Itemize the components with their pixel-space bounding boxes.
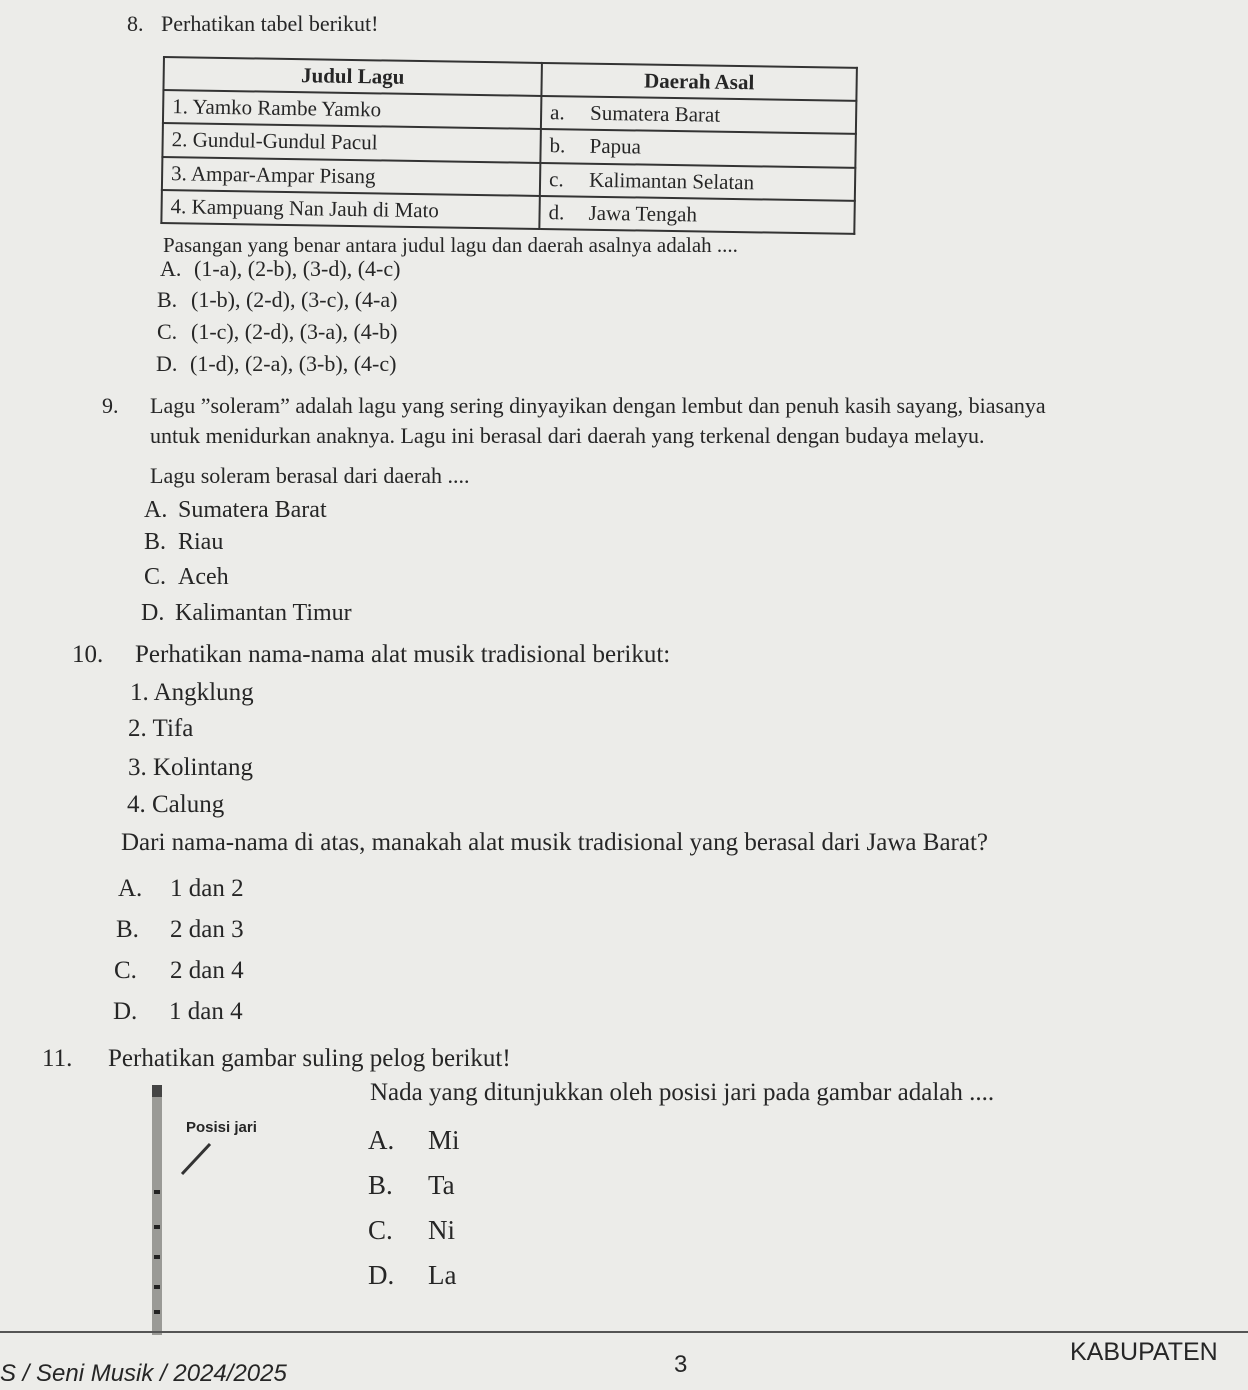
q8-intro: Perhatikan tabel berikut! (161, 11, 379, 36)
footer-right: KABUPATEN (1070, 1338, 1218, 1366)
option-text: Kalimantan Timur (175, 600, 352, 626)
region-cell (540, 129, 855, 167)
q8-option-b[interactable] (157, 289, 397, 311)
option-text: La (428, 1260, 457, 1290)
option-text: 1 dan 4 (169, 998, 243, 1025)
q10-number: 10. (72, 641, 104, 668)
region-cell (540, 163, 855, 201)
song-cell: 2. Gundul-Gundul Pacul (162, 123, 540, 162)
q9-line3: Lagu soleram berasal dari daerah .... (150, 463, 470, 488)
flute-mouthpiece (152, 1085, 162, 1097)
region-name: Sumatera Barat (589, 100, 721, 128)
option-text: (1-c), (2-d), (3-a), (4-b) (191, 319, 398, 344)
q10-item: 1. Angklung (130, 679, 254, 706)
q8-option-d[interactable] (156, 353, 396, 375)
q10-intro: Perhatikan nama-nama alat musik tradisional berikut: (135, 641, 671, 668)
q11-option-a[interactable] (368, 1127, 460, 1154)
flute-hole (154, 1285, 160, 1289)
option-letter: B. (144, 529, 167, 555)
option-letter: C. (157, 319, 178, 344)
flute-body (152, 1085, 162, 1335)
footer-left: S / Seni Musik / 2024/2025 (0, 1360, 287, 1387)
q9-option-a[interactable] (144, 498, 327, 522)
song-cell: 3. Ampar-Ampar Pisang (162, 157, 540, 196)
q11-option-b[interactable] (368, 1172, 455, 1199)
q9-option-d[interactable] (141, 601, 352, 625)
option-text: (1-d), (2-a), (3-b), (4-c) (190, 351, 397, 376)
option-text: Riau (178, 529, 224, 555)
option-text: Sumatera Barat (178, 497, 327, 523)
q10-item: 4. Calung (127, 791, 225, 818)
option-text: 2 dan 4 (170, 957, 244, 984)
option-letter: D. (368, 1260, 395, 1290)
option-letter: B. (368, 1170, 393, 1200)
q10-option-d[interactable] (113, 999, 243, 1024)
option-letter: C. (368, 1215, 393, 1245)
flute-hole (154, 1190, 160, 1194)
option-letter: D. (156, 351, 178, 376)
option-text: Ta (428, 1170, 455, 1200)
song-cell: 1. Yamko Rambe Yamko (163, 90, 541, 129)
option-letter: C. (144, 564, 167, 590)
q11-option-c[interactable] (368, 1217, 455, 1244)
q8-option-c[interactable] (157, 321, 397, 343)
q10-item: 3. Kolintang (128, 754, 253, 781)
option-letter: B. (116, 916, 139, 943)
region-letter: a. (549, 100, 565, 125)
region-cell (539, 196, 854, 234)
option-letter: B. (157, 287, 178, 312)
region-cell (541, 96, 856, 134)
region-letter: c. (548, 166, 564, 191)
option-text: 2 dan 3 (170, 916, 244, 943)
q8-number: 8. (127, 11, 144, 36)
q9-option-c[interactable] (144, 565, 229, 589)
footer-divider (0, 1331, 1248, 1333)
song-cell: 4. Kampuang Nan Jauh di Mato (161, 190, 539, 229)
q9-option-b[interactable] (144, 530, 223, 554)
option-letter: A. (368, 1125, 395, 1155)
flute-hole (154, 1310, 160, 1314)
option-letter: C. (114, 957, 137, 984)
q10-option-a[interactable] (118, 876, 244, 901)
q11-number: 11. (42, 1045, 73, 1072)
col-header-region: Daerah Asal (541, 63, 856, 101)
q10-option-c[interactable] (114, 958, 244, 983)
option-text: 1 dan 2 (170, 875, 244, 902)
flute-hole (154, 1255, 160, 1259)
region-name: Kalimantan Selatan (588, 167, 755, 194)
option-letter: D. (141, 600, 165, 626)
option-letter: D. (113, 998, 138, 1025)
option-letter: A. (144, 497, 168, 523)
region-name: Jawa Tengah (588, 200, 698, 227)
option-letter: A. (160, 256, 182, 281)
option-text: Mi (428, 1125, 460, 1155)
region-letter: b. (549, 133, 566, 158)
option-text: (1-b), (2-d), (3-c), (4-a) (191, 287, 398, 312)
option-text: (1-a), (2-b), (3-d), (4-c) (194, 256, 401, 281)
suling-flute-figure (148, 1085, 166, 1335)
option-letter: A. (118, 875, 143, 902)
q11-question: Nada yang ditunjukkan oleh posisi jari pada gambar adalah .... (370, 1079, 995, 1106)
q10-question: Dari nama-nama di atas, manakah alat musik tradisional yang berasal dari Jawa Barat? (121, 829, 989, 856)
q11-intro: Perhatikan gambar suling pelog berikut! (108, 1045, 511, 1072)
flute-hole (154, 1225, 160, 1229)
q8-question: Pasangan yang benar antara judul lagu dan daerah asalnya adalah .... (163, 233, 738, 257)
pointer-arrow-icon (176, 1140, 216, 1180)
option-text: Aceh (178, 564, 229, 590)
page-number: 3 (674, 1351, 688, 1378)
region-letter: d. (548, 199, 565, 225)
q9-number: 9. (102, 393, 119, 418)
q8-header (127, 13, 378, 35)
col-header-song: Judul Lagu (163, 57, 541, 96)
q10-item: 2. Tifa (128, 715, 194, 742)
region-name: Papua (589, 134, 642, 159)
finger-position-label: Posisi jari (186, 1119, 257, 1136)
q8-option-a[interactable] (160, 258, 400, 280)
q8-table (160, 56, 858, 235)
q10-option-b[interactable] (116, 917, 244, 942)
q9-line2: untuk menidurkan anaknya. Lagu ini berasal dari daerah yang terkenal dengan budaya melayu. (150, 423, 985, 448)
q9-line1: Lagu ”soleram” adalah lagu yang sering dinyayikan dengan lembut dan penuh kasih sayang, biasanya (150, 393, 1046, 418)
option-text: Ni (428, 1215, 455, 1245)
q11-option-d[interactable] (368, 1262, 456, 1289)
